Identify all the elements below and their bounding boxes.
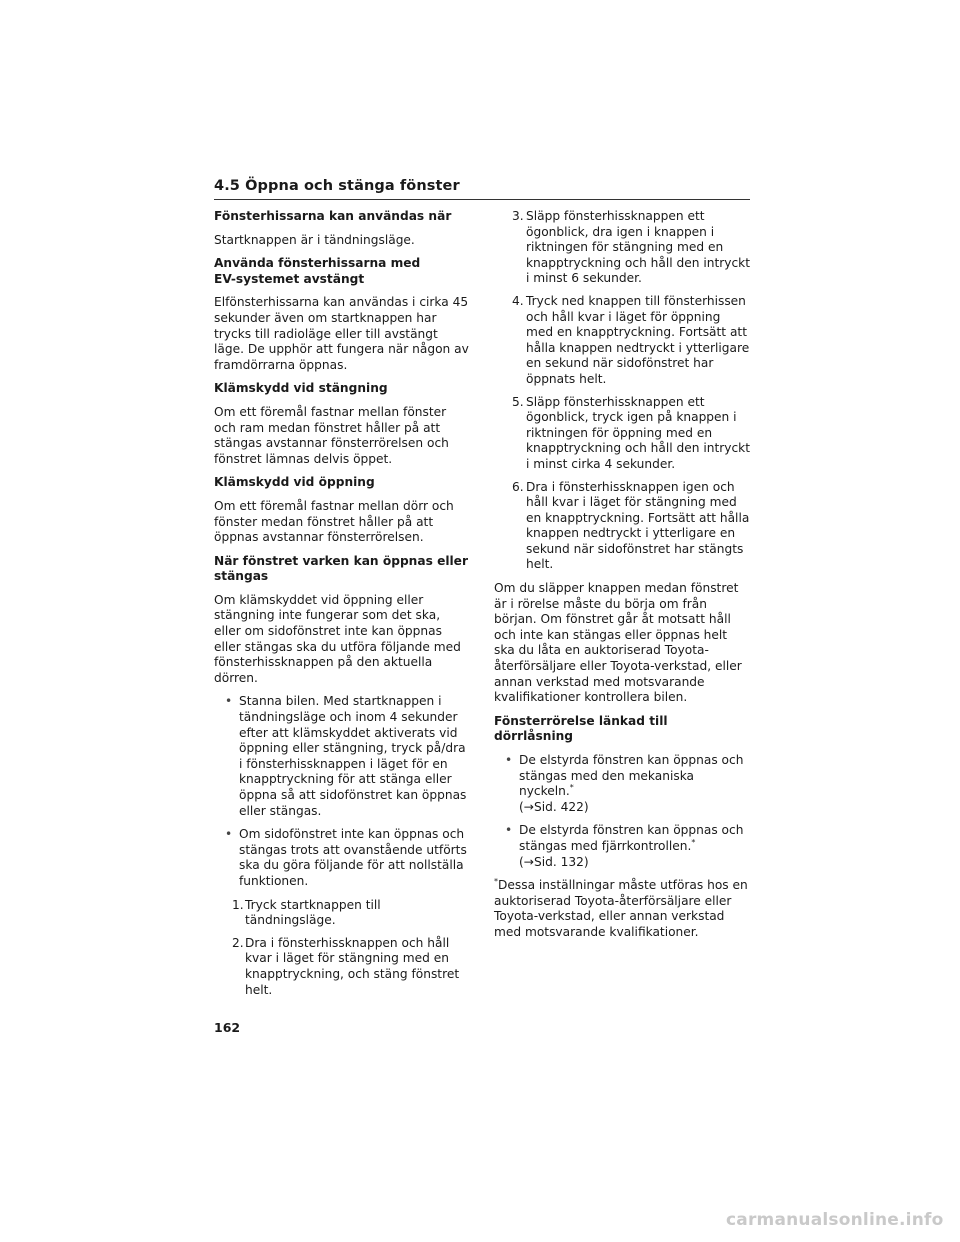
footnote xyxy=(494,878,750,940)
step-number: 3. xyxy=(512,209,524,223)
bullet-text: De elstyrda fönstren kan öppnas och stängas med fjärrkontrollen. xyxy=(519,823,744,853)
heading-not-working xyxy=(214,554,470,585)
paragraph-not-working: Om klämskyddet vid öppning eller stängning inte fungerar som det ska, eller om sidofönstret inte kan öppnas eller stängas ska du utföra följande med fönsterhissknappen på den aktuella dörren. xyxy=(214,592,461,685)
step-text: Dra i fönsterhissknappen igen och håll kvar i läget för stängning med en knapptryckning. Fortsätt att hålla knappen nedtryckt i ytterligare en sekund när sidofönstret har stängts helt. xyxy=(526,479,750,572)
heading-not-working-line2: stängas xyxy=(214,569,269,584)
paragraph-ev-off: Elfönsterhissarna kan användas i cirka 45 sekunder även om startknappen har trycks till radioläge eller till avstängt läge. De upphör att fungera när någon av framdörrarna öppnas. xyxy=(214,295,469,372)
footnote-marker: * xyxy=(691,837,696,847)
left-column xyxy=(214,209,470,1006)
heading-not-working-line1: När fönstret varken kan öppnas eller xyxy=(214,553,468,568)
section-header xyxy=(214,178,750,200)
list-item xyxy=(494,294,750,388)
list-item xyxy=(214,936,470,998)
step-number: 4. xyxy=(512,293,524,308)
bullet-text: De elstyrda fönstren kan öppnas och stängas med den mekaniska nyckeln. xyxy=(519,753,744,799)
heading-door-lock: Fönsterrörelse länkad till dörrlåsning xyxy=(494,713,668,744)
paragraph-pinch-open: Om ett föremål fastnar mellan dörr och fönster medan fönstret håller på att öppnas avstannar fönsterrörelsen. xyxy=(214,498,454,545)
watermark: carmanualsonline.info xyxy=(726,1210,944,1230)
footnote-marker: * xyxy=(569,783,574,793)
steps-list-left xyxy=(214,898,470,999)
step-text: Dra i fönsterhissknappen och håll kvar i läget för stängning med en knapptryckning, och stäng fönstret helt. xyxy=(245,935,460,997)
paragraph-usage: Startknappen är i tändningsläge. xyxy=(214,232,415,247)
list-item xyxy=(494,753,750,815)
list-item xyxy=(214,898,470,929)
heading-ev-off xyxy=(214,256,470,287)
page-reference[interactable]: (→Sid. 132) xyxy=(519,854,589,869)
step-text: Tryck startknappen till tändningsläge. xyxy=(245,897,381,928)
list-item xyxy=(494,395,750,473)
right-column xyxy=(494,209,750,949)
step-text: Släpp fönsterhissknappen ett ögonblick, tryck igen på knappen i riktningen för öppning med en knapptryckning och håll den intryckt i minst cirka 4 sekunder. xyxy=(526,394,751,471)
heading-usage: Fönsterhissarna kan användas när xyxy=(214,209,452,223)
bullet-list xyxy=(214,694,470,889)
step-number: 5. xyxy=(512,394,524,409)
heading-pinch-open: Klämskydd vid öppning xyxy=(214,475,375,490)
step-number: 1. xyxy=(232,897,244,912)
step-text: Tryck ned knappen till fönsterhissen och håll kvar i läget för öppning med en knapptryckning. Fortsätt att hålla knappen nedtryckt i ytterligare en sekund när sidofönstret har öppnats helt. xyxy=(526,293,750,386)
list-item: • Om sidofönstret inte kan öppnas och stängas trots att ovanstående utförts ska du göra följande för att nollställa funktionen. xyxy=(214,827,470,889)
section-title: 4.5 Öppna och stänga fönster xyxy=(214,178,460,194)
steps-list-right xyxy=(494,209,750,573)
heading-ev-off-line2: EV-systemet avstängt xyxy=(214,271,365,286)
list-item xyxy=(494,823,750,870)
list-item: • Stanna bilen. Med startknappen i tändningsläge och inom 4 sekunder efter att klämskyddet aktiverats vid öppning eller stängning, tryck på/dra i fönsterhissknappen i läget för en knapptryckning för att stänga eller öppna så att sidofönstret kan öppnas eller stängas. xyxy=(214,694,470,819)
paragraph-pinch-close: Om ett föremål fastnar mellan fönster och ram medan fönstret håller på att stängas avstannar fönsterrörelsen och fönstret lämnas delvis öppet. xyxy=(214,404,449,466)
heading-ev-off-line1: Använda fönsterhissarna med xyxy=(214,256,421,271)
bullet-list xyxy=(494,753,750,870)
footnote-text: Dessa inställningar måste utföras hos en auktoriserad Toyota-återförsäljare eller Toyota-verkstad, eller annan verkstad med motsvarande kvalifikationer. xyxy=(494,878,748,939)
footnote-marker: * xyxy=(494,877,498,887)
step-text: Släpp fönsterhissknappen ett ögonblick, dra igen i knappen i riktningen för stängning med en knapptryckning och håll den intryckt i minst 6 sekunder. xyxy=(526,209,751,286)
page-number: 162 xyxy=(214,1020,241,1035)
page-reference[interactable]: (→Sid. 422) xyxy=(519,799,589,814)
step-number: 2. xyxy=(232,935,244,950)
paragraph-restart: Om du släpper knappen medan fönstret är i rörelse måste du börja om från början. Om fönstret går åt motsatt håll och inte kan stängas eller öppnas helt ska du låta en auktoriserad Toyota-återförsäljare eller Toyota-verkstad, eller annan verkstad med motsvarande kvalifikationer kontrollera bilen. xyxy=(494,581,742,705)
heading-pinch-close: Klämskydd vid stängning xyxy=(214,381,388,396)
step-number: 6. xyxy=(512,479,524,494)
list-item xyxy=(494,209,750,287)
list-item xyxy=(494,480,750,574)
